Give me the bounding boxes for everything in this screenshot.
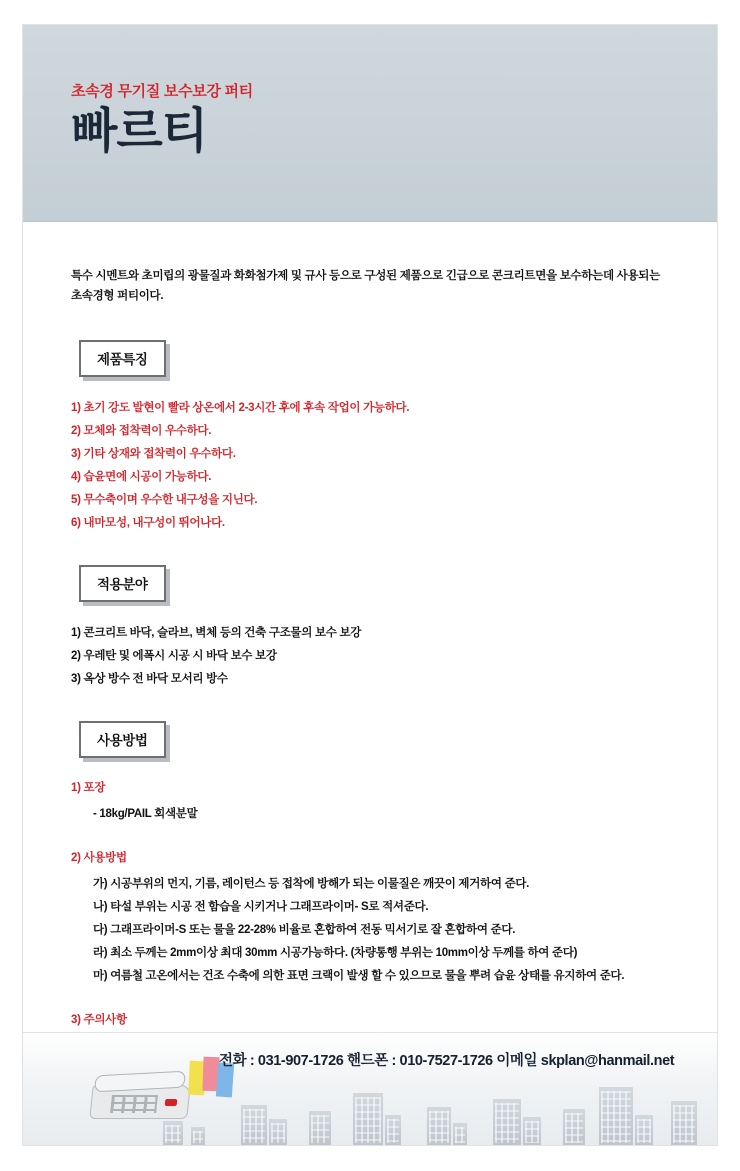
usage-group-method	[71, 848, 669, 988]
hero-banner	[23, 25, 717, 222]
list-item: 3) 기타 상재와 접착력이 우수하다.	[71, 448, 236, 461]
telephone-icon	[85, 1055, 203, 1129]
section-features	[71, 340, 669, 535]
usage-group-packaging	[71, 778, 669, 826]
list-item: 5) 무수축이며 우수한 내구성을 지닌다.	[71, 494, 258, 507]
footer-contact-line: 전화 : 031-907-1726 핸드폰 : 010-7527-1726 이메일 skplan@hanmail.net	[219, 1053, 675, 1069]
phone-keypad	[110, 1095, 158, 1113]
list-item: 6) 내마모성, 내구성이 뛰어나다.	[71, 517, 225, 530]
usage-group-items	[71, 803, 669, 826]
list-item: 3) 옥상 방수 전 바닥 모서리 방수	[71, 673, 228, 686]
list-item: 1) 초기 강도 발현이 빨라 상온에서 2-3시간 후에 후속 작업이 가능하다.	[71, 402, 410, 415]
hero-text-block	[71, 83, 253, 157]
section-heading-usage: 사용방법	[79, 721, 166, 758]
brochure-sheet	[22, 24, 718, 1146]
usage-group-title: 1) 포장	[71, 782, 106, 795]
section-applications	[71, 565, 669, 691]
list-item: 2) 우레탄 및 에폭시 시공 시 바닥 보수 보강	[71, 650, 277, 663]
list-item: 가) 시공부위의 먼지, 기름, 레이턴스 등 접착에 방해가 되는 이물질은 깨끗이 제거하여 준다.	[93, 877, 530, 890]
section-heading-features: 제품특징	[79, 340, 166, 377]
list-item: - 18kg/PAIL 회색분말	[93, 807, 198, 820]
list-item: 다) 그래프라이머-S 또는 물을 22-28% 비율로 혼합하여 전동 믹서기로 잘 혼합하여 준다.	[93, 923, 516, 936]
list-item: 마) 여름철 고온에서는 건조 수축에 의한 표면 크랙이 발생 할 수 있으므로 물을 뿌려 습윤 상태를 유지하여 준다.	[93, 969, 625, 982]
phone-red-button	[165, 1099, 178, 1106]
document-body	[23, 222, 717, 1126]
features-list	[71, 397, 669, 535]
list-item: 4) 습윤면에 시공이 가능하다.	[71, 471, 212, 484]
usage-group-title: 3) 주의사항	[71, 1013, 127, 1026]
section-heading-applications: 적용분야	[79, 565, 166, 602]
hero-subtitle: 초속경 무기질 보수보강 퍼티	[71, 83, 253, 100]
list-item: 1) 콘크리트 바닥, 슬라브, 벽체 등의 건축 구조물의 보수 보강	[71, 627, 362, 640]
list-item: 2) 모체와 접착력이 우수하다.	[71, 425, 212, 438]
footer-band	[23, 1032, 717, 1145]
intro-paragraph: 특수 시멘트와 초미립의 광물질과 화화첨가제 및 규사 등으로 구성된 제품으로 긴급으로 콘크리트면을 보수하는데 사용되는 초속경형 퍼티이다.	[71, 270, 660, 303]
hero-title: 빠르티	[71, 105, 208, 158]
list-item: 나) 타설 부위는 시공 전 함습을 시키거나 그래프라이머- S로 적셔준다.	[93, 900, 429, 913]
list-item: 라) 최소 두께는 2mm이상 최대 30mm 시공가능하다. (차량통행 부위는 10mm이상 두께를 하여 준다)	[93, 946, 578, 959]
applications-list	[71, 622, 669, 691]
usage-group-items	[71, 873, 669, 988]
usage-group-title: 2) 사용방법	[71, 851, 127, 864]
